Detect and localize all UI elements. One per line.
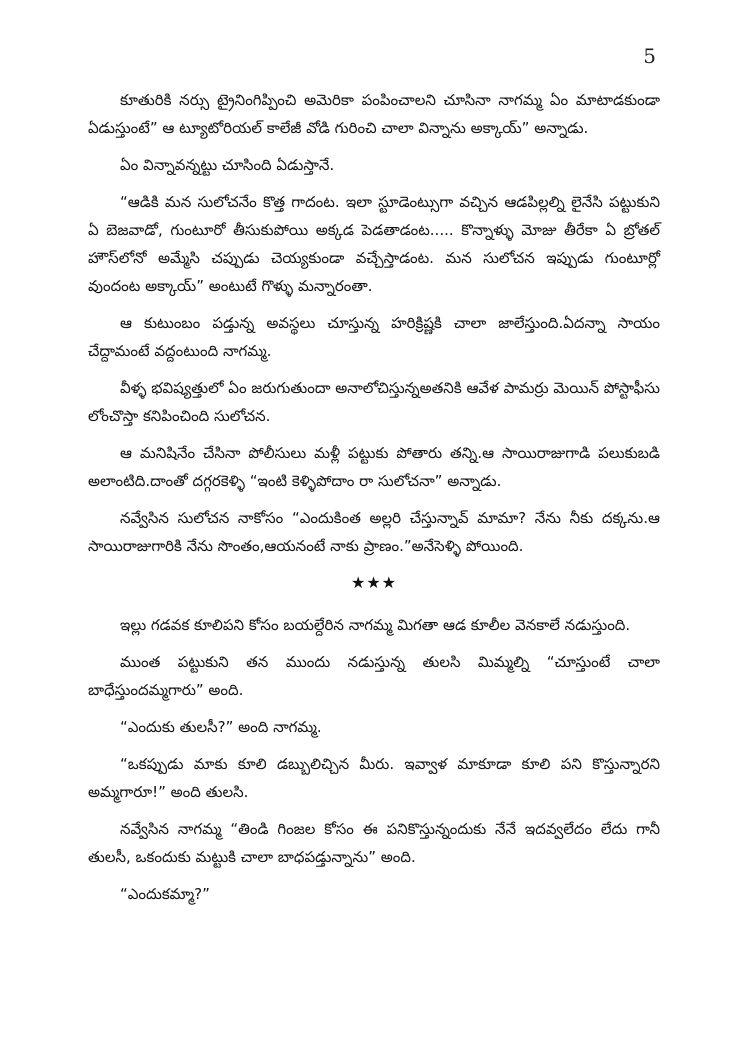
paragraph: ఆ కుటుంబం పడ్తున్న అవస్థలు చూస్తున్న హరిక్రిష్ణకి చాలా జాలేస్తుంది.ఏదన్నా సాయం చేద్దామంటే వద్దంటుంది నాగమ్మ. [88, 314, 660, 360]
paragraph: “ఎందుకు తులసీ?” అంది నాగమ్మ. [120, 718, 322, 736]
paragraph: “ఎందుకమ్మా?” [120, 885, 210, 903]
paragraph: నవ్వేసిన సులోచన నాకోసం “ఎందుకింత అల్లరి చేస్తున్నావ్ మామా? నేను నీకు దక్కను.ఆ సాయిరాజుగారికి నేను సొంతం,ఆయనంటే నాకు ప్రాణం.”అనేసెళ్ళి పోయింది. [88, 509, 660, 555]
paragraph: ఆ మనిషినేం చేసినా పోలీసులు మళ్లీ పట్టుకు పోతారు తన్ని.ఆ సాయిరాజుగాడి పలుకుబడి అలాంటిది.దాంతో దగ్గరకెళ్ళి “ఇంటి కెళ్ళిపోదాం రా సులోచనా” అన్నాడు. [88, 444, 660, 490]
paragraph: ఏం విన్నావన్నట్టు చూసింది ఏడుస్తానే. [120, 156, 335, 174]
page-content [88, 86, 660, 917]
paragraph: “ఒకప్పుడు మాకు కూలి డబ్బులిచ్చిన మీరు. ఇవ్వాళ మాకూడా కూలి పని కొస్తున్నారని అమ్మగారూ!” అంది తులసి. [88, 755, 660, 801]
page-number: 5 [643, 44, 656, 68]
paragraph: “ఆడికి మన సులోచనేం కొత్త గాదంట. ఇలా స్టూడెంట్సుగా వచ్చిన ఆడపిల్లల్ని లైనేసి పట్టుకుని ఏ బెజవాడో, గుంటూరో తీసుకుపోయి అక్కడ పెడతాడంట..... కొన్నాళ్ళు మోజు తీరేకా ఏ బ్రోతల్ హౌస్‌లోనో అమ్మేసి చప్పుడు చెయ్యకుండా వచ్చేస్తాడంట. మన సులోచన ఇప్పుడు గుంటూర్లో వుందంట అక్కాయ్” అంటుటే గొళ్ళు మన్నారంతా. [88, 193, 660, 295]
paragraph: వీళ్ళ భవిష్యత్తులో ఏం జరుగుతుందా అనాలోచిస్తున్నఅతనికి ఆవేళ పామర్రు మెయిన్ పోస్టాఫీసు లోంచొస్తా కనిపించింది సులోచన. [88, 379, 660, 425]
paragraph: కూతురికి నర్సు ట్రైనింగిప్పించి అమెరికా పంపించాలని చూసినా నాగమ్మ ఏం మాటాడకుండా ఏడుస్తుంటే” ఆ ట్యూటోరియల్ కాలేజీ వోడి గురించి చాలా విన్నాను అక్కాయ్” అన్నాడు. [88, 91, 660, 137]
paragraph: ముంత పట్టుకుని తన ముందు నడుస్తున్న తులసి మిమ్మల్ని “చూస్తుంటే చాలా బాధేస్తుందమ్మగారు” అంది. [88, 653, 660, 699]
paragraph: ఇల్లు గడవక కూలిపని కోసం బయల్దేరిన నాగమ్మ మిగతా ఆడ కూలీల వెనకాలే నడుస్తుంది. [120, 616, 631, 634]
paragraph: నవ్వేసిన నాగమ్మ “తిండి గింజల కోసం ఈ పనికొస్తున్నందుకు నేనే ఇదవ్వలేదం లేదు గానీ తులసీ, ఒకందుకు మట్టుకి చాలా బాధపడ్తున్నాను” అంది. [88, 820, 660, 866]
section-divider: ★★★ [350, 573, 398, 592]
